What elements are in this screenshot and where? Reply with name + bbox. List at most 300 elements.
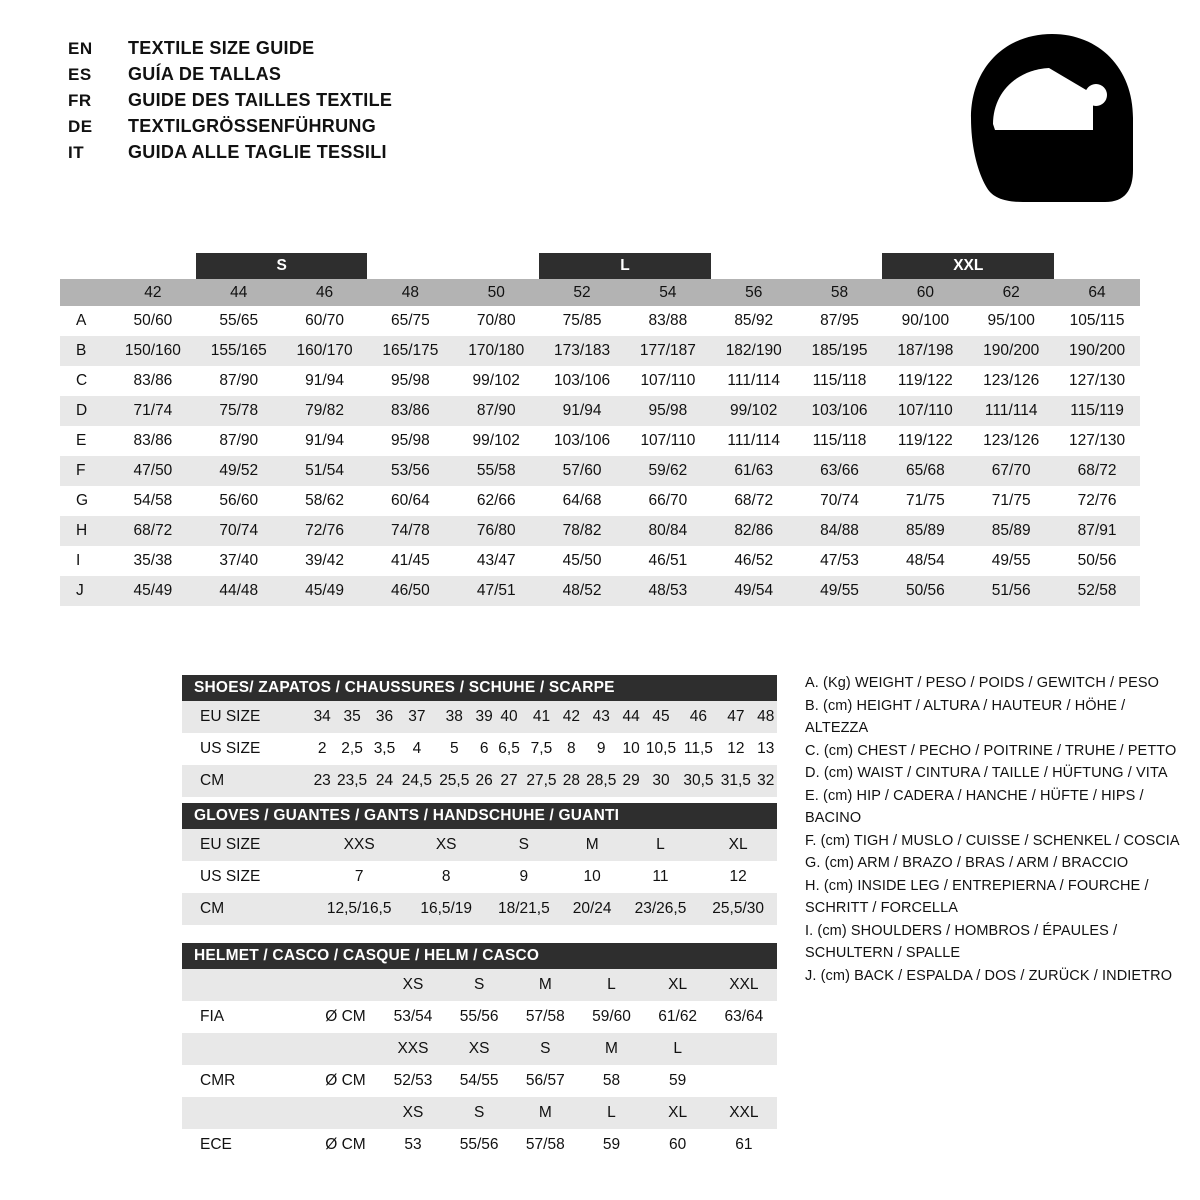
header-title: GUIDE DES TAILLES TEXTILE <box>128 90 393 110</box>
measurement-cell: 75/85 <box>539 306 625 336</box>
legend-item: SCHULTERN / SPALLE <box>805 945 961 961</box>
value-cell: 59 <box>669 1072 687 1089</box>
value-cell: 25,5 <box>439 772 470 789</box>
size-band-xl: XL <box>711 253 883 279</box>
measurement-cell: 90/100 <box>882 306 968 336</box>
size-number-cell: 50 <box>453 279 539 306</box>
measurement-cell: 87/91 <box>1054 516 1140 546</box>
measurement-cell: 37/40 <box>196 546 282 576</box>
value-cell: 38 <box>445 708 463 725</box>
value-cell: 10 <box>583 868 601 885</box>
textile-size-table <box>60 253 1140 606</box>
value-cell: 43 <box>592 708 610 725</box>
value-cell: 37 <box>408 708 426 725</box>
measurement-cell: 63/66 <box>797 456 883 486</box>
value-cell: 54/55 <box>459 1072 499 1089</box>
measurement-cell: 74/78 <box>367 516 453 546</box>
table-row <box>60 396 1140 426</box>
table-row <box>182 765 777 797</box>
measurement-cell: 58/62 <box>282 486 368 516</box>
header-title: GUÍA DE TALLAS <box>128 64 282 84</box>
measurement-cell: 115/118 <box>797 426 883 456</box>
size-number-cell: 44 <box>196 279 282 306</box>
value-cell: 23,5 <box>336 772 368 789</box>
value-cell: XXS <box>343 836 375 853</box>
measurement-cell: 95/100 <box>968 306 1054 336</box>
value-cell: 7,5 <box>530 740 553 757</box>
row-label-d: D <box>60 396 110 426</box>
value-cell: 40 <box>500 708 518 725</box>
value-cell: 31,5 <box>720 772 751 789</box>
empty-cell <box>711 1065 777 1097</box>
value-cell <box>311 1097 380 1129</box>
value-cell: L <box>607 1104 616 1121</box>
measurement-cell: 150/160 <box>110 336 196 366</box>
measurement-cell: 41/45 <box>367 546 453 576</box>
measurement-cell: 85/89 <box>968 516 1054 546</box>
measurement-cell: 99/102 <box>711 396 797 426</box>
measurement-cell: 91/94 <box>282 366 368 396</box>
measurement-cell: 46/51 <box>625 546 711 576</box>
measurement-cell: 84/88 <box>797 516 883 546</box>
row-label: FIA <box>200 1008 225 1025</box>
measurement-cell: 49/52 <box>196 456 282 486</box>
value-cell: 47 <box>727 708 745 725</box>
measurement-cell: 72/76 <box>1054 486 1140 516</box>
value-cell: 23/26,5 <box>634 900 687 917</box>
measurement-cell: 51/56 <box>968 576 1054 606</box>
value-cell: 20/24 <box>572 900 612 917</box>
gloves-section-title-text: GLOVES / GUANTES / GANTS / HANDSCHUHE / GUANTI <box>182 803 777 829</box>
value-cell <box>311 1033 380 1065</box>
measurement-cell: 185/195 <box>797 336 883 366</box>
size-band-blank <box>1054 253 1140 279</box>
measurement-cell: 59/62 <box>625 456 711 486</box>
value-cell: 28,5 <box>586 772 617 789</box>
table-row <box>60 336 1140 366</box>
size-number-row <box>60 279 1140 306</box>
header-lang-code: EN <box>68 39 93 58</box>
header-row <box>68 38 392 64</box>
row-label-c: C <box>60 366 110 396</box>
measurement-cell: 85/89 <box>882 516 968 546</box>
measurement-cell: 55/65 <box>196 306 282 336</box>
header-row <box>68 90 392 116</box>
measurement-cell: 95/98 <box>625 396 711 426</box>
table-row <box>182 1001 777 1033</box>
measurement-cell: 190/200 <box>968 336 1054 366</box>
measurement-cell: 127/130 <box>1054 366 1140 396</box>
legend-item: F. (cm) TIGH / MUSLO / CUISSE / SCHENKEL / COSCIA <box>805 832 1180 849</box>
table-row <box>182 733 777 765</box>
measurement-cell: 107/110 <box>882 396 968 426</box>
measurement-cell: 123/126 <box>968 426 1054 456</box>
value-cell: 29 <box>622 772 640 789</box>
value-cell: 44 <box>622 708 640 725</box>
value-cell: 6 <box>479 740 489 757</box>
value-cell: 2,5 <box>341 740 363 757</box>
size-number-cell: 42 <box>110 279 196 306</box>
measurement-cell: 48/52 <box>539 576 625 606</box>
row-label-f: F <box>60 456 110 486</box>
measurement-cell: 46/50 <box>367 576 453 606</box>
measurement-cell: 177/187 <box>625 336 711 366</box>
measurement-cell: 66/70 <box>625 486 711 516</box>
row-label: EU SIZE <box>200 836 261 853</box>
value-cell: 36 <box>375 708 394 725</box>
measurement-cell: 119/122 <box>882 366 968 396</box>
value-cell: 5 <box>449 740 459 757</box>
measurement-cell: 187/198 <box>882 336 968 366</box>
measurement-cell: 46/52 <box>711 546 797 576</box>
value-cell: 55/56 <box>459 1136 499 1153</box>
empty-cell <box>711 1033 777 1065</box>
measurement-cell: 123/126 <box>968 366 1054 396</box>
helmet-table <box>182 943 777 1161</box>
legend-item: I. (cm) SHOULDERS / HOMBROS / ÉPAULES / <box>805 922 1118 939</box>
table-row <box>60 426 1140 456</box>
size-number-cell: 48 <box>367 279 453 306</box>
value-cell: 4 <box>412 740 422 757</box>
measurement-cell: 68/72 <box>1054 456 1140 486</box>
value-cell: XS <box>402 1104 424 1121</box>
value-cell: 6,5 <box>498 740 520 757</box>
value-cell: 12,5/16,5 <box>326 900 392 917</box>
measurement-cell: 60/70 <box>282 306 368 336</box>
measurement-cell: 60/64 <box>367 486 453 516</box>
measurement-cell: 75/78 <box>196 396 282 426</box>
value-cell: 10 <box>622 740 640 757</box>
legend-item: J. (cm) BACK / ESPALDA / DOS / ZURÜCK / INDIETRO <box>805 967 1173 984</box>
value-cell: 34 <box>313 708 331 725</box>
row-label-h: H <box>60 516 110 546</box>
legend-item: B. (cm) HEIGHT / ALTURA / HAUTEUR / HÖHE / ALTEZZA <box>805 697 1126 736</box>
row-label <box>182 1033 311 1065</box>
measurement-cell: 111/114 <box>711 426 797 456</box>
size-number-cell: 64 <box>1054 279 1140 306</box>
value-cell: 2 <box>317 740 327 757</box>
header-row <box>68 116 392 142</box>
measurement-cell: 82/86 <box>711 516 797 546</box>
measurement-cell: 68/72 <box>110 516 196 546</box>
value-cell: XS <box>435 836 457 853</box>
measurement-cell: 45/49 <box>282 576 368 606</box>
measurement-cell: 49/55 <box>797 576 883 606</box>
measurement-cell: 160/170 <box>282 336 368 366</box>
size-band-s: S <box>196 253 368 279</box>
value-cell: 60 <box>669 1136 687 1153</box>
value-cell: 42 <box>562 708 580 725</box>
value-cell: 57/58 <box>525 1136 565 1153</box>
value-cell: 8 <box>441 868 451 885</box>
table-row <box>60 366 1140 396</box>
row-label: CMR <box>200 1072 236 1089</box>
row-label: EU SIZE <box>200 708 261 725</box>
value-cell: M <box>538 1104 552 1121</box>
value-cell: 26 <box>475 772 493 789</box>
value-cell: S <box>473 976 485 993</box>
table-row <box>60 486 1140 516</box>
value-cell: 12 <box>727 740 745 757</box>
measurement-cell: 48/53 <box>625 576 711 606</box>
value-cell: 18/21,5 <box>497 900 550 917</box>
measurement-cell: 105/115 <box>1054 306 1140 336</box>
measurement-cell: 70/80 <box>453 306 539 336</box>
shoes-section-title <box>182 675 777 701</box>
measurement-cell: 80/84 <box>625 516 711 546</box>
table-row <box>182 861 777 893</box>
measurement-cell: 87/90 <box>196 426 282 456</box>
value-cell: 9 <box>519 868 529 885</box>
measurement-cell: 48/54 <box>882 546 968 576</box>
measurement-cell: 182/190 <box>711 336 797 366</box>
value-cell: 7 <box>354 868 364 885</box>
value-cell: 24,5 <box>401 772 432 789</box>
measurement-cell: 155/165 <box>196 336 282 366</box>
row-label: ECE <box>200 1136 232 1153</box>
value-cell: S <box>473 1104 485 1121</box>
measurement-cell: 103/106 <box>539 426 625 456</box>
table-row <box>60 306 1140 336</box>
measurement-cell: 71/75 <box>968 486 1054 516</box>
measurement-cell: 51/54 <box>282 456 368 486</box>
measurement-cell: 83/86 <box>110 426 196 456</box>
row-label-a: A <box>60 306 110 336</box>
row-label <box>182 1097 311 1129</box>
value-cell: 55/56 <box>459 1008 499 1025</box>
measurement-cell: 70/74 <box>196 516 282 546</box>
size-number-cell: 52 <box>539 279 625 306</box>
value-cell: 8 <box>567 740 576 757</box>
measurement-cell: 79/82 <box>282 396 368 426</box>
table-row <box>182 829 777 861</box>
value-cell: 27 <box>500 772 518 789</box>
value-cell: 61 <box>735 1136 753 1153</box>
measurement-cell: 85/92 <box>711 306 797 336</box>
size-band-xxl: XXL <box>882 253 1054 279</box>
measurement-cell: 43/47 <box>453 546 539 576</box>
measurement-cell: 173/183 <box>539 336 625 366</box>
table-row <box>60 456 1140 486</box>
measurement-cell: 52/58 <box>1054 576 1140 606</box>
value-cell: 61/62 <box>658 1008 698 1025</box>
row-label-b: B <box>60 336 110 366</box>
measurement-cell: 76/80 <box>453 516 539 546</box>
measurement-cell: 83/86 <box>367 396 453 426</box>
measurement-cell: 57/60 <box>539 456 625 486</box>
value-cell: XS <box>402 976 424 993</box>
measurement-cell: 95/98 <box>367 366 453 396</box>
measurement-cell: 61/63 <box>711 456 797 486</box>
value-cell: 53 <box>404 1136 422 1153</box>
header-language-list <box>68 38 392 168</box>
value-cell: Ø CM <box>325 1008 366 1025</box>
measurement-cell: 103/106 <box>539 366 625 396</box>
value-cell: 12 <box>729 868 747 885</box>
table-row <box>60 516 1140 546</box>
measurement-cell: 91/94 <box>539 396 625 426</box>
size-number-spacer <box>60 279 110 306</box>
legend-item: E. (cm) HIP / CADERA / HANCHE / HÜFTE / HIPS / BACINO <box>805 787 1144 826</box>
value-cell: 48 <box>757 708 775 725</box>
shoes-table <box>182 675 777 797</box>
measurement-cell: 115/118 <box>797 366 883 396</box>
row-label: CM <box>200 772 225 789</box>
value-cell: 53/54 <box>393 1008 433 1025</box>
header-lang-code: DE <box>68 117 93 136</box>
gloves-table <box>182 803 777 925</box>
measurement-cell: 111/114 <box>968 396 1054 426</box>
value-cell: 63/64 <box>724 1008 764 1025</box>
measurement-cell: 64/68 <box>539 486 625 516</box>
measurement-cell: 50/56 <box>882 576 968 606</box>
measurement-cell: 115/119 <box>1054 396 1140 426</box>
value-cell: 13 <box>757 740 775 757</box>
table-row <box>182 893 777 925</box>
value-cell: 58 <box>602 1072 621 1089</box>
value-cell: 24 <box>375 772 394 789</box>
measurement-cell: 119/122 <box>882 426 968 456</box>
size-band-blank <box>110 253 196 279</box>
header-row <box>68 142 392 168</box>
row-label: US SIZE <box>200 740 261 757</box>
measurement-cell: 45/49 <box>110 576 196 606</box>
size-number-cell: 54 <box>625 279 711 306</box>
value-cell: 52/53 <box>393 1072 433 1089</box>
measurement-cell: 87/90 <box>196 366 282 396</box>
value-cell: Ø CM <box>325 1136 366 1153</box>
value-cell: 27,5 <box>526 772 557 789</box>
value-cell: L <box>607 976 616 993</box>
value-cell: 11,5 <box>683 740 713 757</box>
measurement-cell: 65/75 <box>367 306 453 336</box>
measurement-legend <box>805 672 1185 987</box>
measurement-cell: 65/68 <box>882 456 968 486</box>
value-cell: 59 <box>602 1136 621 1153</box>
measurement-cell: 71/75 <box>882 486 968 516</box>
value-cell: M <box>585 836 599 853</box>
header-lang-code: IT <box>68 143 85 162</box>
table-row <box>182 1065 777 1097</box>
value-cell: 11 <box>652 868 669 885</box>
size-band-row <box>60 253 1140 279</box>
measurement-cell: 68/72 <box>711 486 797 516</box>
measurement-cell: 71/74 <box>110 396 196 426</box>
measurement-cell: 72/76 <box>282 516 368 546</box>
measurement-cell: 190/200 <box>1054 336 1140 366</box>
gloves-section-title <box>182 803 777 829</box>
value-cell: L <box>673 1040 682 1057</box>
row-label-i: I <box>60 546 110 576</box>
size-number-cell: 58 <box>797 279 883 306</box>
table-row <box>182 969 777 1001</box>
header-title: TEXTILGRÖSSENFÜHRUNG <box>128 116 377 136</box>
value-cell: 46 <box>689 708 708 725</box>
header-row <box>68 64 392 90</box>
value-cell: L <box>656 836 665 853</box>
row-label-e: E <box>60 426 110 456</box>
measurement-cell: 83/88 <box>625 306 711 336</box>
measurement-cell: 127/130 <box>1054 426 1140 456</box>
value-cell: 3,5 <box>373 740 396 757</box>
legend-item: SCHRITT / FORCELLA <box>805 900 959 916</box>
value-cell: 32 <box>757 772 775 789</box>
measurement-cell: 70/74 <box>797 486 883 516</box>
table-row <box>60 576 1140 606</box>
table-row <box>182 1097 777 1129</box>
measurement-cell: 95/98 <box>367 426 453 456</box>
measurement-cell: 56/60 <box>196 486 282 516</box>
value-cell: 30 <box>652 772 670 789</box>
size-number-cell: 46 <box>282 279 368 306</box>
measurement-cell: 99/102 <box>453 426 539 456</box>
helmet-section-title-text: HELMET / CASCO / CASQUE / HELM / CASCO <box>182 943 777 969</box>
measurement-cell: 47/50 <box>110 456 196 486</box>
value-cell: XS <box>468 1040 490 1057</box>
measurement-cell: 83/86 <box>110 366 196 396</box>
measurement-cell: 47/53 <box>797 546 883 576</box>
value-cell: 9 <box>596 740 606 757</box>
measurement-cell: 87/90 <box>453 396 539 426</box>
value-cell: 23 <box>313 772 331 789</box>
measurement-cell: 35/38 <box>110 546 196 576</box>
header-lang-code: ES <box>68 65 92 84</box>
value-cell: S <box>540 1040 551 1057</box>
measurement-cell: 103/106 <box>797 396 883 426</box>
value-cell: 28 <box>562 772 580 789</box>
measurement-cell: 55/58 <box>453 456 539 486</box>
value-cell: 16,5/19 <box>420 900 473 917</box>
value-cell: 59/60 <box>592 1008 631 1025</box>
measurement-cell: 47/51 <box>453 576 539 606</box>
value-cell: M <box>605 1040 618 1057</box>
measurement-cell: 91/94 <box>282 426 368 456</box>
value-cell: 41 <box>532 708 551 725</box>
size-band-l: L <box>539 253 711 279</box>
helmet-icon <box>965 30 1140 210</box>
size-number-cell: 56 <box>711 279 797 306</box>
measurement-cell: 53/56 <box>367 456 453 486</box>
measurement-cell: 49/55 <box>968 546 1054 576</box>
legend-item: C. (cm) CHEST / PECHO / POITRINE / TRUHE / PETTO <box>805 742 1177 759</box>
header-title: GUIDA ALLE TAGLIE TESSILI <box>128 142 387 162</box>
value-cell: 56/57 <box>525 1072 565 1089</box>
measurement-cell: 170/180 <box>453 336 539 366</box>
size-band-spacer <box>60 253 110 279</box>
helmet-section-title <box>182 943 777 969</box>
row-label-g: G <box>60 486 110 516</box>
value-cell <box>311 969 380 1001</box>
value-cell: XL <box>728 836 748 853</box>
measurement-cell: 99/102 <box>453 366 539 396</box>
size-number-cell: 60 <box>882 279 968 306</box>
measurement-cell: 50/56 <box>1054 546 1140 576</box>
measurement-cell: 107/110 <box>625 366 711 396</box>
legend-item: D. (cm) WAIST / CINTURA / TAILLE / HÜFTUNG / VITA <box>805 765 1168 781</box>
value-cell: M <box>538 976 552 993</box>
legend-item: G. (cm) ARM / BRAZO / BRAS / ARM / BRACCIO <box>805 855 1129 871</box>
measurement-cell: 49/54 <box>711 576 797 606</box>
value-cell: XL <box>668 976 688 993</box>
measurement-cell: 50/60 <box>110 306 196 336</box>
row-label-j: J <box>60 576 110 606</box>
measurement-cell: 111/114 <box>711 366 797 396</box>
measurement-cell: 45/50 <box>539 546 625 576</box>
row-label: US SIZE <box>200 868 261 885</box>
value-cell: 45 <box>652 708 670 725</box>
table-row <box>182 1033 777 1065</box>
value-cell: 10,5 <box>645 740 677 757</box>
